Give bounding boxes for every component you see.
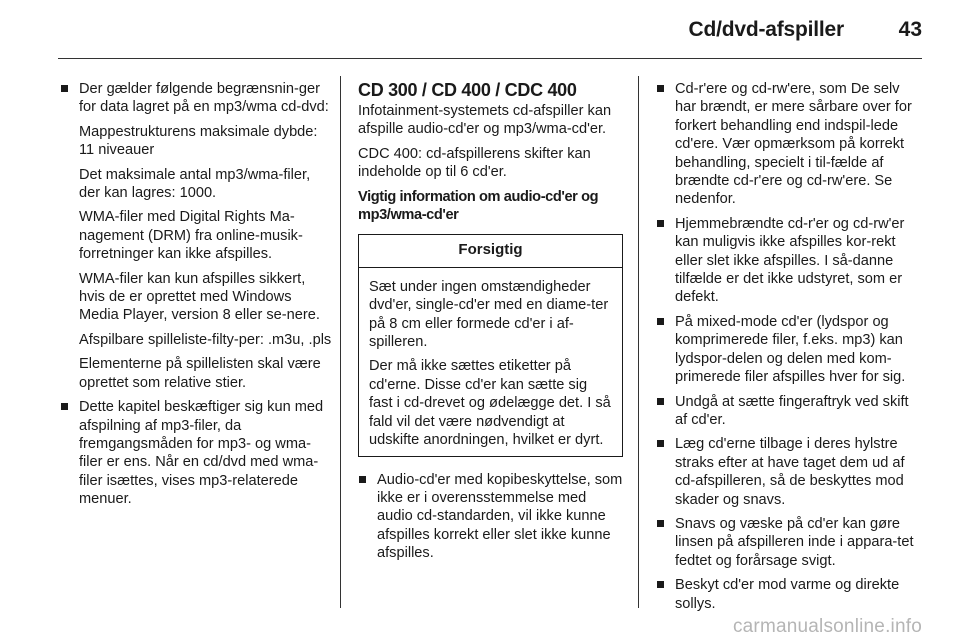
bullet-text: Audio-cd'er med kopibeskyttelse, som ikke er i overensstemmelse med audio cd-standarden, vil ikke kunne afspilles korrekt eller slet ikke kunne afspilles. xyxy=(377,471,623,562)
list-item xyxy=(656,576,924,613)
caution-paragraph: Der må ikke sættes etiketter på cd'erne. Disse cd'er kan sætte sig fast i cd-drevet og ødelægge det. I så fald vil det være nødvendigt at udskifte anordningen, hvilket er dyrt. xyxy=(369,358,611,449)
column-divider-1 xyxy=(340,76,341,608)
bullet-text: Cd-r'ere og cd-rw'ere, som De selv har brændt, er mere sårbare over for forkert behandling end indspil-lede cd'ere. Vær opmærksom på korrekt behandling, specielt i til-fælde af brændte cd-r'ere og cd-rw'ere. Se nedenfor. xyxy=(675,81,912,208)
list-item xyxy=(656,313,924,387)
section-title: CD 300 / CD 400 / CDC 400 xyxy=(358,80,577,100)
bullet-text: Der gælder følgende begrænsnin-ger for data lagret på en mp3/wma cd-dvd: xyxy=(79,81,329,116)
column-right xyxy=(656,80,924,619)
bullet-text: Dette kapitel beskæftiger sig kun med afspilning af mp3-filer, da fremgangsmåden for mp3- og wma-filer er ens. Når en cd/dvd med wma-filer isættes, vises mp3-relaterede menuer. xyxy=(79,399,324,508)
sub-paragraph: Mappestrukturens maksimale dybde: 11 niveauer xyxy=(79,123,318,159)
list-item xyxy=(656,215,924,307)
caution-body xyxy=(359,268,622,456)
sub-paragraph: WMA-filer med Digital Rights Ma-nagement (DRM) fra online-musik-forretninger kan ikke afspilles. xyxy=(79,209,303,263)
subsection-heading: Vigtig information om audio-cd'er og mp3/wma-cd'er xyxy=(358,188,599,224)
list-item xyxy=(656,393,924,430)
list-item xyxy=(656,435,924,509)
sub-paragraph: WMA-filer kan kun afspilles sikkert, hvis de er oprettet med Windows Media Player, version 8 eller se-nere. xyxy=(79,270,320,324)
page-number: 43 xyxy=(898,18,922,41)
bullet-text: Undgå at sætte fingeraftryk ved skift af cd'er. xyxy=(675,393,909,428)
sub-paragraph: Elementerne på spillelisten skal være oprettet som relative stier. xyxy=(79,356,321,391)
list-item xyxy=(60,80,332,392)
list-item xyxy=(656,515,924,570)
cdc-note: CDC 400: cd-afspillerens skifter kan indeholde op til 6 cd'er. xyxy=(358,145,591,181)
bullet-text: Beskyt cd'er mod varme og direkte sollys. xyxy=(675,577,900,612)
column-left xyxy=(60,80,332,515)
caution-paragraph: Sæt under ingen omstændigheder dvd'er, single-cd'er med en diame-ter på 8 cm eller formede cd'er i af-spilleren. xyxy=(369,278,609,351)
column-divider-2 xyxy=(638,76,639,608)
bullet-text: På mixed-mode cd'er (lydspor og komprimerede filer, f.eks. mp3) kan lydspor-delen og delen med kom-primerede filer afspilles hver for sig. xyxy=(675,313,906,386)
bullet-text: Snavs og væske på cd'er kan gøre linsen på afspilleren inde i appara-tet fedtet og forårsage svigt. xyxy=(675,515,914,569)
list-item xyxy=(60,398,332,508)
header-divider xyxy=(58,58,922,59)
page-title: Cd/dvd-afspiller xyxy=(688,18,844,41)
sub-paragraph: Det maksimale antal mp3/wma-filer, der kan lagres: 1000. xyxy=(79,166,311,202)
column-middle xyxy=(358,80,623,569)
intro-paragraph: Infotainment-systemets cd-afspiller kan afspille audio-cd'er og mp3/wma-cd'er. xyxy=(358,103,612,138)
page-header xyxy=(0,0,960,58)
list-item xyxy=(656,80,924,209)
caution-title: Forsigtig xyxy=(359,235,622,267)
bullet-text: Læg cd'erne tilbage i deres hylstre straks efter at have taget dem ud af cd-afspilleren, så de beskyttes mod skader og snavs. xyxy=(675,436,905,508)
list-item xyxy=(358,471,623,563)
bullet-text: Hjemmebrændte cd-r'er og cd-rw'er kan muligvis ikke afspilles kor-rekt eller slet ikke afspilles. I så-danne tilfælde er det ikke udstyret, som er defekt. xyxy=(675,215,905,306)
sub-paragraph: Afspilbare spilleliste-filty-per: .m3u, .pls xyxy=(79,331,332,348)
watermark: carmanualsonline.info xyxy=(732,616,922,637)
caution-box xyxy=(358,234,623,456)
